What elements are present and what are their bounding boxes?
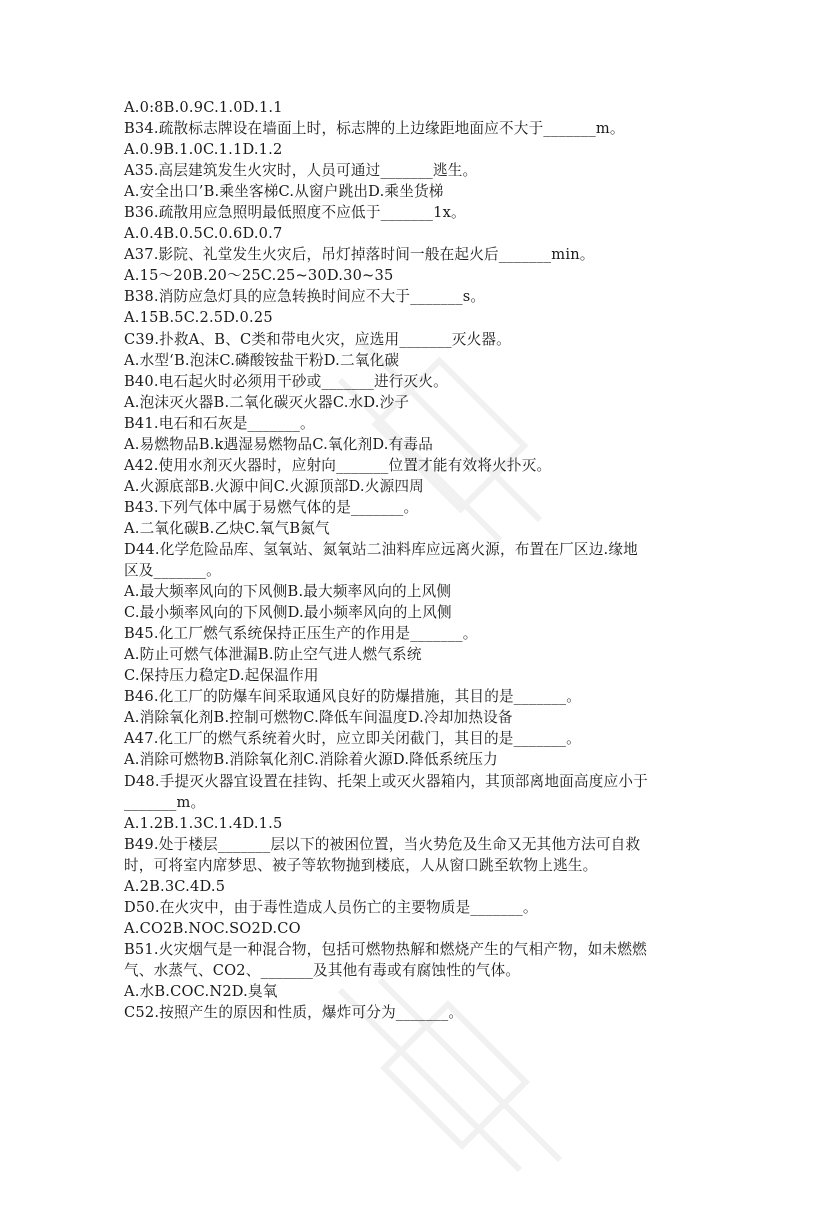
- text-line: A.消除可燃物B.消除氧化剂C.消除着火源D.降低系统压力: [124, 751, 498, 769]
- text-line: A.0.4B.0.5C.0.6D.0.7: [124, 225, 283, 243]
- text-line: A.泡沫灭火器B.二氧化碳灭火器C.水D.沙子: [124, 393, 410, 411]
- text-line: D48.手提灭火器宜设置在挂钩、托架上或灭火器箱内，其顶部离地面高度应小于: [124, 772, 648, 790]
- text-line: B49.处于楼层_______层以下的被困位置，当火势危及生命又无其他方法可自救: [124, 835, 641, 853]
- text-line: D44.化学危险品库、氢氧站、氮氧站二油料库应远离火源，布置在厂区边.缘地: [124, 540, 638, 558]
- text-line: C39.扑救A、B、C类和带电火灾，应选用_______灭火器。: [124, 330, 511, 348]
- text-line: B43.下列气体中属于易燃气体的是_______。: [124, 498, 419, 516]
- text-line: A47.化工厂的燃气系统着火时，应立即关闭截门，其目的是_______。: [124, 730, 581, 748]
- text-line: A.1.2B.1.3C.1.4D.1.5: [124, 814, 283, 832]
- text-line: B36.疏散用应急照明最低照度不应低于_______1x。: [124, 204, 466, 222]
- text-line: A.15B.5C.2.5D.0.25: [124, 309, 273, 327]
- text-line: B41.电石和石灰是_______。: [124, 414, 315, 432]
- text-line: C52.按照产生的原因和性质，爆炸可分为_______。: [124, 1004, 464, 1022]
- text-line: _______m。: [124, 793, 206, 811]
- text-line: A35.高层建筑发生火灾时，人员可通过_______逃生。: [124, 162, 478, 180]
- text-line: A.2B.3C.4D.5: [124, 877, 226, 895]
- text-line: A.CO2B.NOC.SO2D.CO: [124, 919, 301, 937]
- text-line: A.消除氧化剂B.控制可燃物C.降低车间温度D.冷却加热设备: [124, 709, 513, 727]
- text-line: A.易燃物品B.k遇湿易燃物品C.氧化剂D.有毒品: [124, 435, 433, 453]
- text-line: A.防止可燃气体泄漏B.防止空气进人燃气系统: [124, 646, 422, 664]
- text-line: B34.疏散标志牌设在墙面上时，标志牌的上边缘距地面应不大于_______m。: [124, 120, 625, 138]
- text-line: D50.在火灾中，由于毒性造成人员伤亡的主要物质是_______。: [124, 898, 538, 916]
- text-line: A42.使用水剂灭火器时，应射向_______位置才能有效将火扑灭。: [124, 456, 552, 474]
- text-line: A.0:8B.0.9C.1.0D.1.1: [124, 99, 283, 116]
- text-line: A.安全出口’B.乘坐客梯C.从窗户跳出D.乘坐货梯: [124, 183, 444, 201]
- text-line: 气、水蒸气、CO2、_______及其他有毒或有腐蚀性的气体。: [124, 961, 521, 979]
- text-line: A.0.9B.1.0C.1.1D.1.2: [124, 141, 283, 159]
- text-line: 时，可将室内席梦思、被子等软物抛到楼底，人从窗口跳至软物上逃生。: [124, 856, 598, 874]
- text-line: B40.电石起火时必须用干砂或_______进行灭火。: [124, 372, 448, 390]
- text-line: A.最大频率风向的下风侧B.最大频率风向的上风侧: [124, 583, 452, 601]
- text-line: C.保持压力稳定D.起保温作用: [124, 667, 319, 685]
- text-line: B45.化工厂燃气系统保持正压生产的作用是_______。: [124, 625, 478, 643]
- text-line: A37.影院、礼堂发生火灾后，吊灯掉落时间一般在起火后_______min。: [124, 246, 595, 264]
- text-line: B38.消防应急灯具的应急转换时间应不大于_______s。: [124, 288, 486, 306]
- text-line: C.最小频率风向的下风侧D.最小频率风向的上风侧: [124, 604, 452, 622]
- text-line: A.水型‘B.泡沫C.磷酸铵盐干粉D.二氧化碳: [124, 351, 400, 369]
- document-text: [124, 97, 824, 1023]
- text-line: B46.化工厂的防爆车间采取通风良好的防爆措施，其目的是_______。: [124, 688, 582, 706]
- text-line: 区及_______。: [124, 562, 221, 580]
- text-line: A.15～20B.20～25C.25~30D.30~35: [124, 267, 394, 285]
- text-line: A.水B.COC.N2D.臭氧: [124, 982, 278, 1000]
- text-line: A.火源底部B.火源中间C.火源顶部D.火源四周: [124, 477, 424, 495]
- text-line: B51.火灾烟气是一种混合物，包括可燃物热解和燃烧产生的气相产物，如未燃燃: [124, 940, 647, 958]
- text-line: A.二氧化碳B.乙炔C.氧气B氮气: [124, 519, 330, 537]
